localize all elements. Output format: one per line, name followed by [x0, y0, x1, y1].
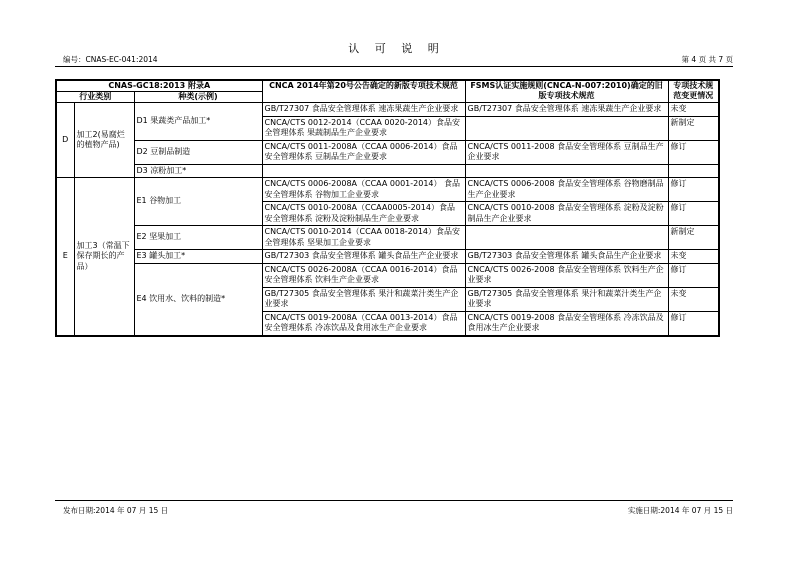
old-standard-cell: CNCA/CTS 0026-2008 食品安全管理体系 饮料生产企业要求	[465, 263, 668, 287]
industry-name: 加工2(易腐烂的植物产品)	[74, 103, 134, 178]
industry-code: E	[56, 178, 74, 336]
new-standard-cell: GB/T27307 食品安全管理体系 速冻果蔬生产企业要求	[262, 103, 465, 117]
new-standard-cell	[262, 164, 465, 178]
old-standard-cell: CNCA/CTS 0010-2008 食品安全管理体系 淀粉及淀粉制品生产企业要求	[465, 202, 668, 226]
header-kind: 种类(示例)	[134, 92, 262, 103]
old-standard-cell: CNCA/CTS 0006-2008 食品安全管理体系 谷物磨制品生产企业要求	[465, 178, 668, 202]
old-standard-cell: GB/T27305 食品安全管理体系 果汁和蔬菜汁类生产企业要求	[465, 287, 668, 311]
change-cell: 未变	[668, 250, 719, 264]
new-standard-cell: CNCA/CTS 0019-2008A（CCAA 0013-2014）食品安全管理体系 冷冻饮品及食用冰生产企业要求	[262, 311, 465, 336]
change-cell	[668, 164, 719, 178]
header-industry: 行业类别	[56, 92, 134, 103]
kind-name: D1 果蔬类产品加工*	[134, 103, 262, 141]
kind-name: D2 豆制品制造	[134, 140, 262, 164]
standards-table	[55, 79, 720, 337]
header-old-standard: FSMS认证实施规则(CNCA-N-007:2010)确定的旧版专项技术规范	[465, 80, 668, 103]
new-standard-cell: CNCA/CTS 0026-2008A（CCAA 0016-2014）食品安全管理体系 饮料生产企业要求	[262, 263, 465, 287]
header-divider	[55, 66, 733, 67]
new-standard-cell: CNCA/CTS 0010-2008A（CCAA0005-2014）食品安全管理体系 淀粉及淀粉制品生产企业要求	[262, 202, 465, 226]
new-standard-cell: CNCA/CTS 0010-2014（CCAA 0018-2014）食品安全管理体系 坚果加工企业要求	[262, 226, 465, 250]
kind-name: D3 凉粉加工*	[134, 164, 262, 178]
page-title: 认 可 说 明	[348, 42, 445, 55]
industry-code: D	[56, 103, 74, 178]
page-number: 第 4 页 共 7 页	[681, 55, 733, 64]
new-standard-cell: CNCA/CTS 0006-2008A（CCAA 0001-2014） 食品安全管理体系 谷物加工企业要求	[262, 178, 465, 202]
kind-name: E1 谷物加工	[134, 178, 262, 226]
change-cell: 新制定	[668, 116, 719, 140]
old-standard-cell: GB/T27303 食品安全管理体系 罐头食品生产企业要求	[465, 250, 668, 264]
change-cell: 未变	[668, 287, 719, 311]
change-cell: 修订	[668, 140, 719, 164]
change-cell: 修订	[668, 202, 719, 226]
table-row	[56, 140, 719, 164]
effective-date: 实施日期:2014 年 07 月 15 日	[627, 506, 733, 515]
new-standard-cell: CNCA/CTS 0011-2008A（CCAA 0006-2014）食品安全管理体系 豆制品生产企业要求	[262, 140, 465, 164]
table-row	[56, 263, 719, 287]
footer-divider	[55, 500, 733, 501]
kind-name: E3 罐头加工*	[134, 250, 262, 264]
industry-name: 加工3（常温下保存期长的产品）	[74, 178, 134, 336]
header-new-standard: CNCA 2014年第20号公告确定的新版专项技术规范	[262, 80, 465, 103]
table-row	[56, 226, 719, 250]
publish-date: 发布日期:2014 年 07 月 15 日	[63, 506, 169, 515]
header-change: 专项技术规范变更情况	[668, 80, 719, 103]
old-standard-cell: GB/T27307 食品安全管理体系 速冻果蔬生产企业要求	[465, 103, 668, 117]
new-standard-cell: GB/T27305 食品安全管理体系 果汁和蔬菜汁类生产企业要求	[262, 287, 465, 311]
change-cell: 新制定	[668, 226, 719, 250]
table-row	[56, 178, 719, 202]
header-group: CNAS-GC18:2013 附录A	[56, 80, 262, 92]
table-row	[56, 103, 719, 117]
table-row	[56, 250, 719, 264]
old-standard-cell	[465, 116, 668, 140]
change-cell: 修订	[668, 311, 719, 336]
change-cell: 修订	[668, 178, 719, 202]
document-number: 编号：CNAS-EC-041:2014	[63, 55, 158, 64]
change-cell: 修订	[668, 263, 719, 287]
old-standard-cell: CNCA/CTS 0019-2008 食品安全管理体系 冷冻饮品及食用冰生产企业要求	[465, 311, 668, 336]
old-standard-cell	[465, 226, 668, 250]
new-standard-cell: CNCA/CTS 0012-2014（CCAA 0020-2014）食品安全管理体系 果蔬制品生产企业要求	[262, 116, 465, 140]
kind-name: E4 饮用水、饮料的制造*	[134, 263, 262, 336]
new-standard-cell: GB/T27303 食品安全管理体系 罐头食品生产企业要求	[262, 250, 465, 264]
old-standard-cell	[465, 164, 668, 178]
change-cell: 未变	[668, 103, 719, 117]
table-row	[56, 164, 719, 178]
kind-name: E2 坚果加工	[134, 226, 262, 250]
old-standard-cell: CNCA/CTS 0011-2008 食品安全管理体系 豆制品生产企业要求	[465, 140, 668, 164]
